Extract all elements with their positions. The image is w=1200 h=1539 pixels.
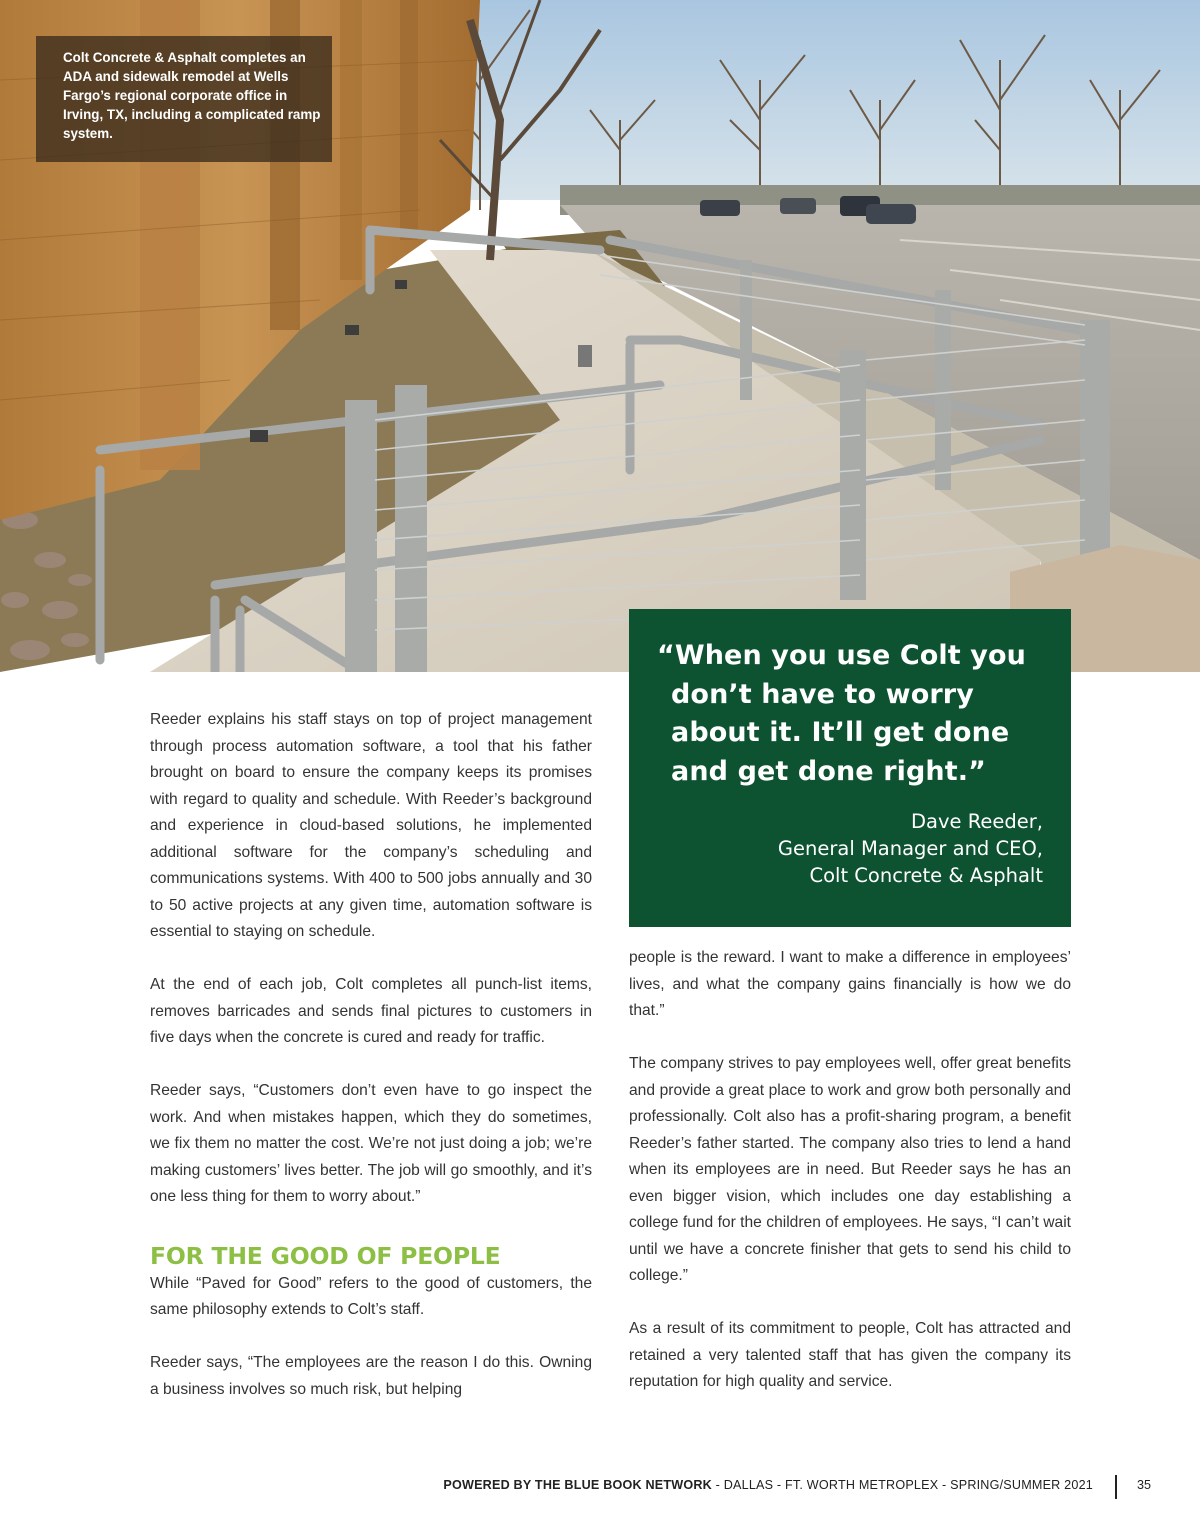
pull-quote-text: “When you use Colt you don’t have to worry about it. It’ll get done and get done right.” (657, 640, 1026, 787)
pull-quote-attribution (655, 808, 1043, 889)
pull-quote-box (629, 609, 1071, 927)
paragraph: Reeder says, “Customers don’t even have to go inspect the work. And when mistakes happen, which they do sometimes, we fix them no matter the cost. We’re not just doing a job; we’re making customers’ lives better. The job will go smoothly, and it’s one less thing for them to worry about.” (150, 1082, 592, 1205)
photo-caption-box (36, 36, 332, 162)
paragraph: While “Paved for Good” refers to the good of customers, the same philosophy extends to Colt’s staff. (150, 1274, 592, 1318)
paragraph: The company strives to pay employees well, offer great benefits and provide a great place to work and grow both personally and professionally. Colt also has a profit-sharing program, a benefit Reeder’s father started. The company also tries to lend a hand when its employees are in need. But Reeder says he has an even bigger vision, which includes one day establishing a college fund for the children of employees. He says, “I can’t wait until we have a concrete finisher that gets to send his child to college.” (629, 1055, 1071, 1284)
attribution-name: Dave Reeder, (911, 810, 1043, 833)
right-column (629, 945, 1071, 1396)
hero-photo (0, 0, 1200, 672)
attribution-company: Colt Concrete & Asphalt (809, 864, 1043, 887)
section-heading: FOR THE GOOD OF PEOPLE (150, 1241, 501, 1270)
footer-divider (1115, 1475, 1117, 1499)
paragraph: Reeder explains his staff stays on top of project management through process automation software, a tool that his father brought on board to ensure the company keeps its promises with regard to quality and schedule. With Reeder’s background and experience in cloud-based solutions, he implemented additional software for the company’s scheduling and communications systems. With 400 to 500 jobs annually and 30 to 50 active projects at any given time, automation software is essential to staying on schedule. (150, 711, 592, 940)
paragraph: Reeder says, “The employees are the reason I do this. Owning a business involves so much risk, but helping (150, 1354, 592, 1398)
footer-edition: - DALLAS - FT. WORTH METROPLEX - SPRING/SUMMER 2021 (711, 1478, 1093, 1492)
left-column (150, 707, 592, 1403)
attribution-title: General Manager and CEO, (777, 837, 1043, 860)
page-number: 35 (1137, 1478, 1152, 1492)
page-footer (443, 1478, 1093, 1492)
paragraph: people is the reward. I want to make a difference in employees’ lives, and what the company gains financially is how we do that.” (629, 949, 1071, 1019)
photo-caption: Colt Concrete & Asphalt completes an ADA and sidewalk remodel at Wells Fargo’s regional corporate office in Irving, TX, including a complicated ramp system. (63, 50, 321, 141)
paragraph: As a result of its commitment to people, Colt has attracted and retained a very talented staff that has given the company its reputation for high quality and service. (629, 1320, 1071, 1390)
footer-publisher: POWERED BY THE BLUE BOOK NETWORK (443, 1478, 712, 1492)
paragraph: At the end of each job, Colt completes all punch-list items, removes barricades and sends final pictures to customers in five days when the concrete is cured and ready for traffic. (150, 976, 592, 1046)
